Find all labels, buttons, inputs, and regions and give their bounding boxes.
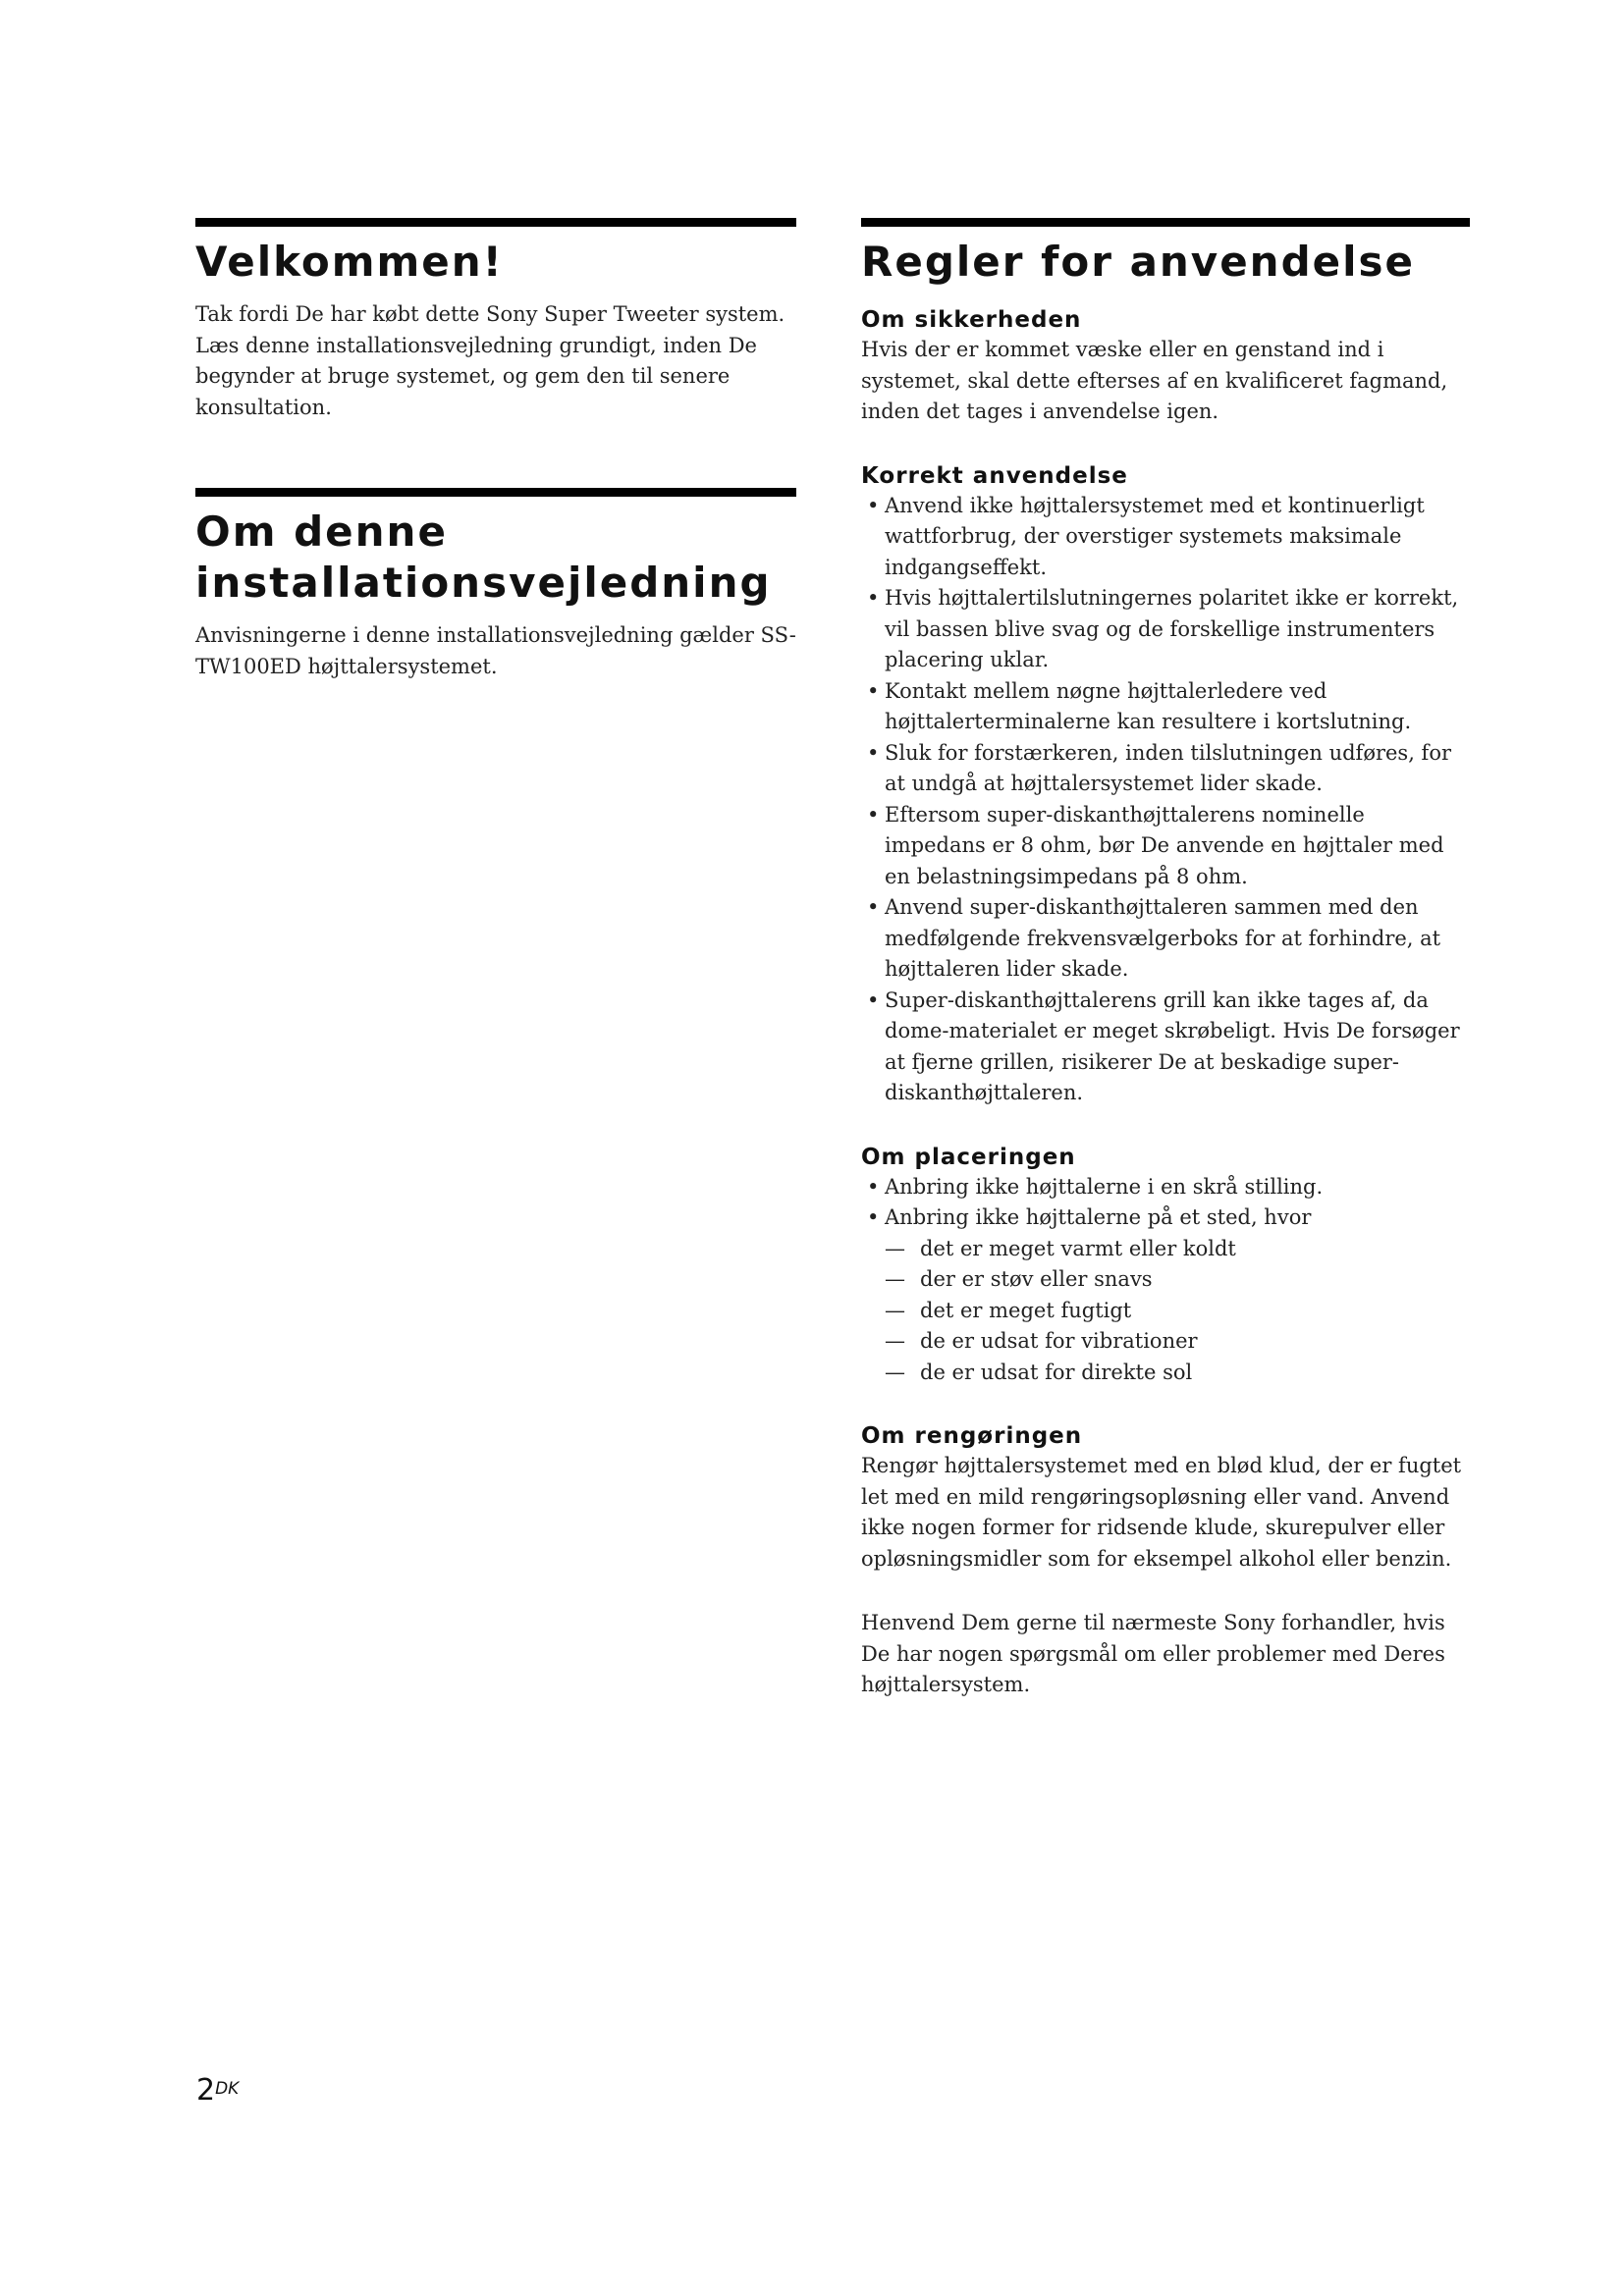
safety-heading: Om sikkerheden xyxy=(861,307,1082,333)
list-item: • Anvend super-diskanthøjttaleren sammen med den medfølgende frekvensvælgerboks for at forhindre, at højttaleren lider skade. xyxy=(861,892,1470,986)
cleaning-section xyxy=(861,1421,1470,1701)
list-item: • Hvis højttalertilslutningernes polaritet ikke er korrekt, vil bassen blive svag og de forskellige instrumenters placering uklar. xyxy=(861,583,1470,676)
sub-list-item: — der er støv eller snavs xyxy=(861,1264,1470,1296)
welcome-title: Velkommen! xyxy=(195,238,504,286)
placement-section xyxy=(861,1143,1470,1389)
sub-list-item: — det er meget fugtigt xyxy=(861,1296,1470,1327)
right-column xyxy=(861,218,1470,1701)
usage-list xyxy=(861,491,1470,1109)
usage-heading: Korrekt anvendelse xyxy=(861,462,1128,489)
page-number-value: 2 xyxy=(196,2073,216,2108)
rules-title: Regler for anvendelse xyxy=(861,238,1416,286)
sub-list-item: — de er udsat for direkte sol xyxy=(861,1358,1470,1389)
section-rule xyxy=(195,488,796,497)
list-item: • Anvend ikke højttalersystemet med et kontinuerligt wattforbrug, der overstiger systemets maksimale indgangseffekt. xyxy=(861,491,1470,584)
placement-heading: Om placeringen xyxy=(861,1144,1076,1170)
about-title-line1: Om denne xyxy=(195,507,448,556)
cleaning-heading: Om rengøringen xyxy=(861,1423,1083,1449)
contact-body: Henvend Dem gerne til nærmeste Sony forhandler, hvis De har nogen spørgsmål om eller problemer med Deres højttalersystem. xyxy=(861,1611,1445,1696)
safety-section xyxy=(861,305,1470,428)
page-number-suffix: DK xyxy=(215,2079,240,2099)
sub-list-item: — de er udsat for vibrationer xyxy=(861,1326,1470,1358)
welcome-section xyxy=(195,218,796,423)
list-item: • Anbring ikke højttalerne i en skrå stilling. xyxy=(861,1172,1470,1203)
safety-body: Hvis der er kommet væske eller en genstand ind i systemet, skal dette efterses af en kvalificeret fagmand, inden det tages i anvendelse igen. xyxy=(861,338,1448,423)
about-title xyxy=(195,507,796,609)
page-number xyxy=(196,2073,239,2109)
list-item: • Kontakt mellem nøgne højttalerledere ved højttalerterminalerne kan resultere i kortslutning. xyxy=(861,676,1470,738)
placement-sublist xyxy=(861,1234,1470,1389)
placement-list xyxy=(861,1172,1470,1234)
section-rule xyxy=(195,218,796,227)
welcome-body: Tak fordi De har købt dette Sony Super Tweeter system. Læs denne installationsvejledning grundigt, inden De begynder at bruge systemet, og gem den til senere konsultation. xyxy=(195,302,785,419)
sub-list-item: — det er meget varmt eller koldt xyxy=(861,1234,1470,1265)
list-item: • Sluk for forstærkeren, inden tilslutningen udføres, for at undgå at højttalersystemet lider skade. xyxy=(861,738,1470,800)
usage-section xyxy=(861,461,1470,1109)
list-item: • Super-diskanthøjttalerens grill kan ikke tages af, da dome-materialet er meget skrøbeligt. Hvis De forsøger at fjerne grillen, risikerer De at beskadige super-diskanthøjttaleren. xyxy=(861,986,1470,1109)
cleaning-body: Rengør højttalersystemet med en blød klud, der er fugtet let med en mild rengøringsopløsning eller vand. Anvend ikke nogen former for ridsende klude, skurepulver eller opløsningsmidler som for eksempel alkohol eller benzin. xyxy=(861,1454,1462,1571)
left-column xyxy=(195,218,796,747)
about-section xyxy=(195,488,796,682)
section-rule xyxy=(861,218,1470,227)
list-item: • Eftersom super-diskanthøjttalerens nominelle impedans er 8 ohm, bør De anvende en højttaler med en belastningsimpedans på 8 ohm. xyxy=(861,800,1470,893)
about-body: Anvisningerne i denne installationsvejledning gælder SS-TW100ED højttalersystemet. xyxy=(195,623,796,678)
list-item: • Anbring ikke højttalerne på et sted, hvor xyxy=(861,1202,1470,1234)
about-title-line2: installationsvejledning xyxy=(195,559,772,607)
